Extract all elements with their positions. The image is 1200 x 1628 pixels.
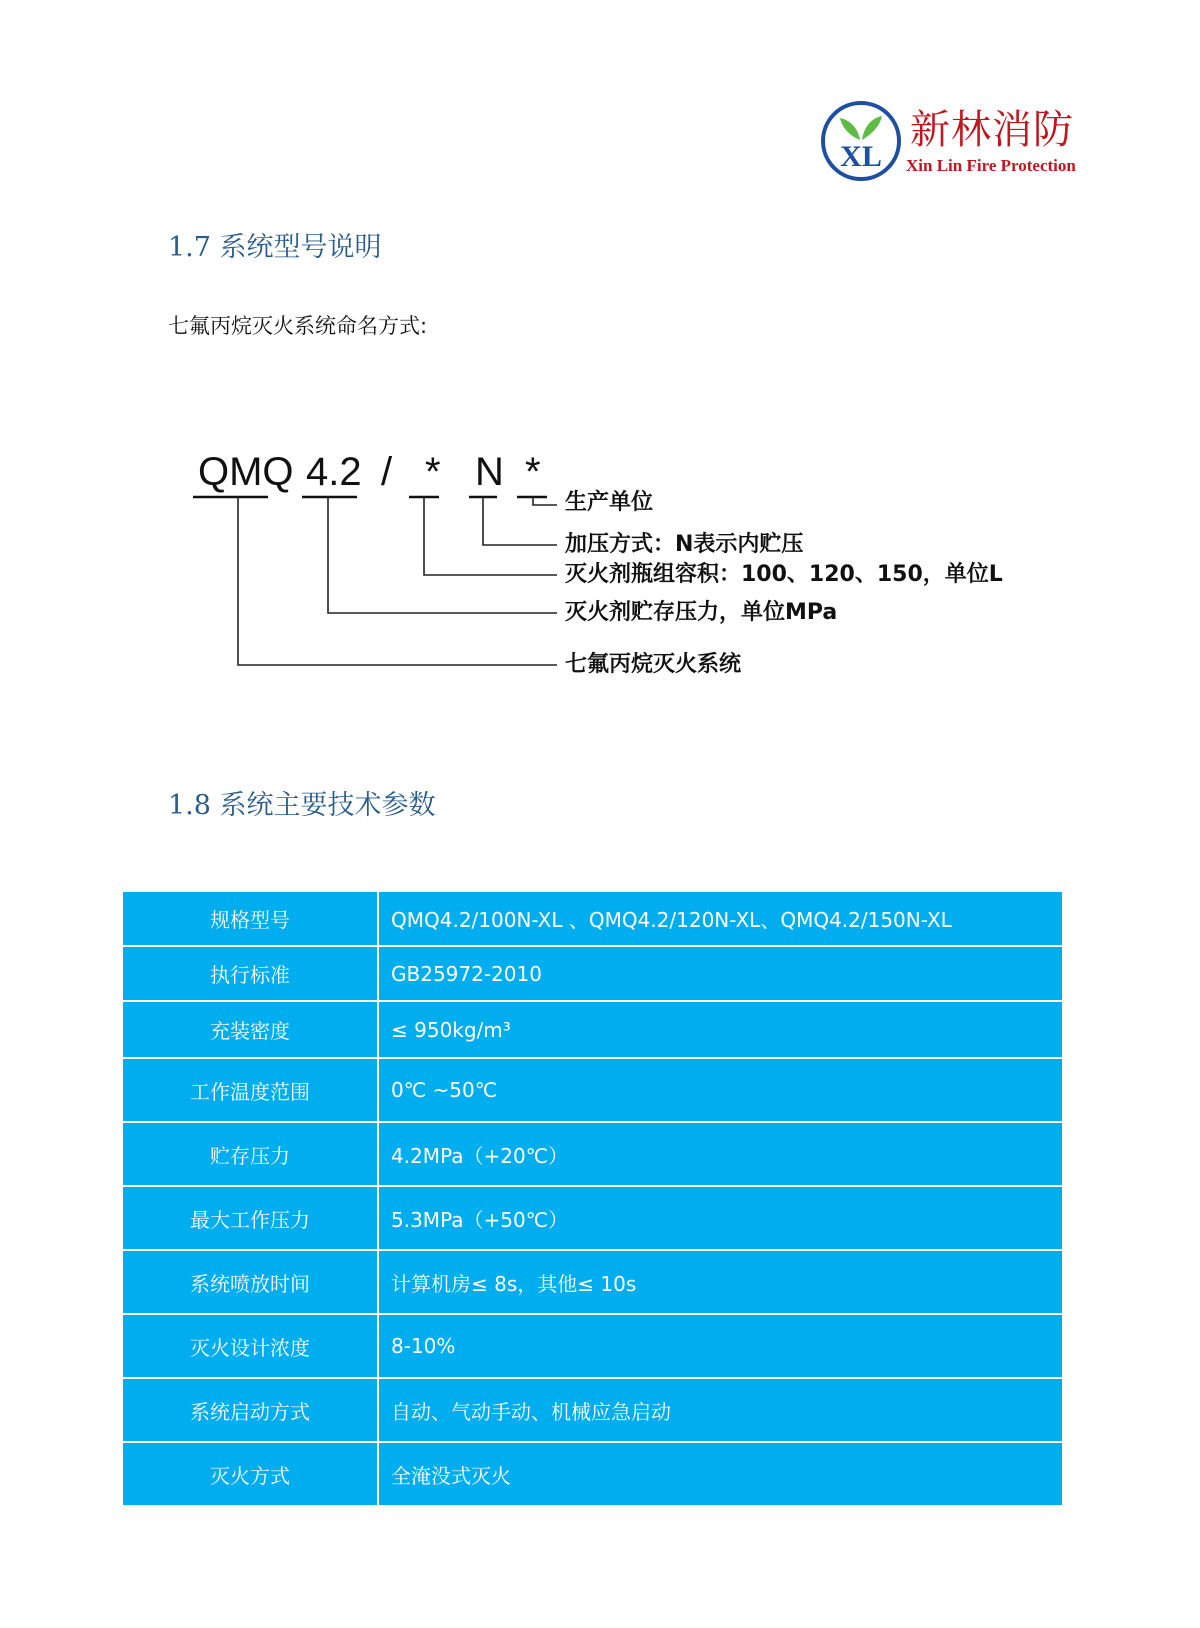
param-value: ≤ 950kg/m³ bbox=[378, 1001, 1063, 1058]
label-volume: 灭火剂瓶组容积：100、120、150，单位L bbox=[565, 562, 1003, 587]
param-key: 工作温度范围 bbox=[122, 1058, 378, 1122]
param-value: 8-10% bbox=[378, 1314, 1063, 1378]
label-storage-pressure: 灭火剂贮存压力，单位MPa bbox=[565, 600, 838, 625]
code-part-slash: / bbox=[381, 450, 393, 494]
param-key: 系统启动方式 bbox=[122, 1378, 378, 1442]
param-key: 执行标准 bbox=[122, 946, 378, 1001]
emblem-leaf-right bbox=[862, 116, 882, 140]
table-row bbox=[122, 1001, 1063, 1058]
logo-chinese-name: 新林消防 bbox=[910, 107, 1074, 153]
param-value: 0℃ ~50℃ bbox=[378, 1058, 1063, 1122]
param-value: QMQ4.2/100N-XL 、QMQ4.2/120N-XL、QMQ4.2/150N-XL bbox=[378, 891, 1063, 946]
logo-english-name: Xin Lin Fire Protection bbox=[906, 156, 1076, 175]
param-key: 最大工作压力 bbox=[122, 1186, 378, 1250]
code-part-pressure: 4.2 bbox=[306, 450, 362, 494]
param-value: 全淹没式灭火 bbox=[378, 1442, 1063, 1506]
label-system: 七氟丙烷灭火系统 bbox=[565, 652, 742, 677]
emblem-text: XL bbox=[840, 140, 882, 173]
section-title-1-8: 1.8 系统主要技术参数 bbox=[168, 790, 436, 821]
model-naming-diagram bbox=[185, 445, 1005, 695]
code-part-qmq: QMQ bbox=[198, 450, 294, 494]
table-row bbox=[122, 1442, 1063, 1506]
code-part-maker: * bbox=[525, 450, 541, 494]
table-row bbox=[122, 1314, 1063, 1378]
param-key: 灭火方式 bbox=[122, 1442, 378, 1506]
table-row bbox=[122, 1186, 1063, 1250]
company-logo bbox=[820, 100, 1080, 190]
code-part-volume: * bbox=[425, 450, 441, 494]
leader-volume bbox=[424, 497, 557, 575]
code-part-n: N bbox=[475, 450, 504, 494]
label-maker: 生产单位 bbox=[565, 490, 654, 515]
naming-intro: 七氟丙烷灭火系统命名方式: bbox=[168, 314, 428, 338]
param-key: 灭火设计浓度 bbox=[122, 1314, 378, 1378]
table-row bbox=[122, 1378, 1063, 1442]
table-row bbox=[122, 1122, 1063, 1186]
param-key: 规格型号 bbox=[122, 891, 378, 946]
logo-emblem-icon bbox=[820, 100, 902, 182]
leader-system bbox=[238, 497, 557, 665]
table-row bbox=[122, 891, 1063, 946]
param-key: 系统喷放时间 bbox=[122, 1250, 378, 1314]
table-row bbox=[122, 946, 1063, 1001]
param-value: 4.2MPa（+20℃） bbox=[378, 1122, 1063, 1186]
param-value: GB25972-2010 bbox=[378, 946, 1063, 1001]
table-row bbox=[122, 1250, 1063, 1314]
table-row bbox=[122, 1058, 1063, 1122]
section-title-1-7: 1.7 系统型号说明 bbox=[168, 232, 382, 263]
param-key: 贮存压力 bbox=[122, 1122, 378, 1186]
tech-params-table bbox=[121, 890, 1064, 1507]
param-value: 计算机房≤ 8s，其他≤ 10s bbox=[378, 1250, 1063, 1314]
label-pressurization: 加压方式：N表示内贮压 bbox=[565, 532, 804, 557]
param-key: 充装密度 bbox=[122, 1001, 378, 1058]
leader-storage-pressure bbox=[328, 497, 557, 613]
param-value: 自动、气动手动、机械应急启动 bbox=[378, 1378, 1063, 1442]
param-value: 5.3MPa（+50℃） bbox=[378, 1186, 1063, 1250]
emblem-leaf-left bbox=[840, 118, 860, 140]
